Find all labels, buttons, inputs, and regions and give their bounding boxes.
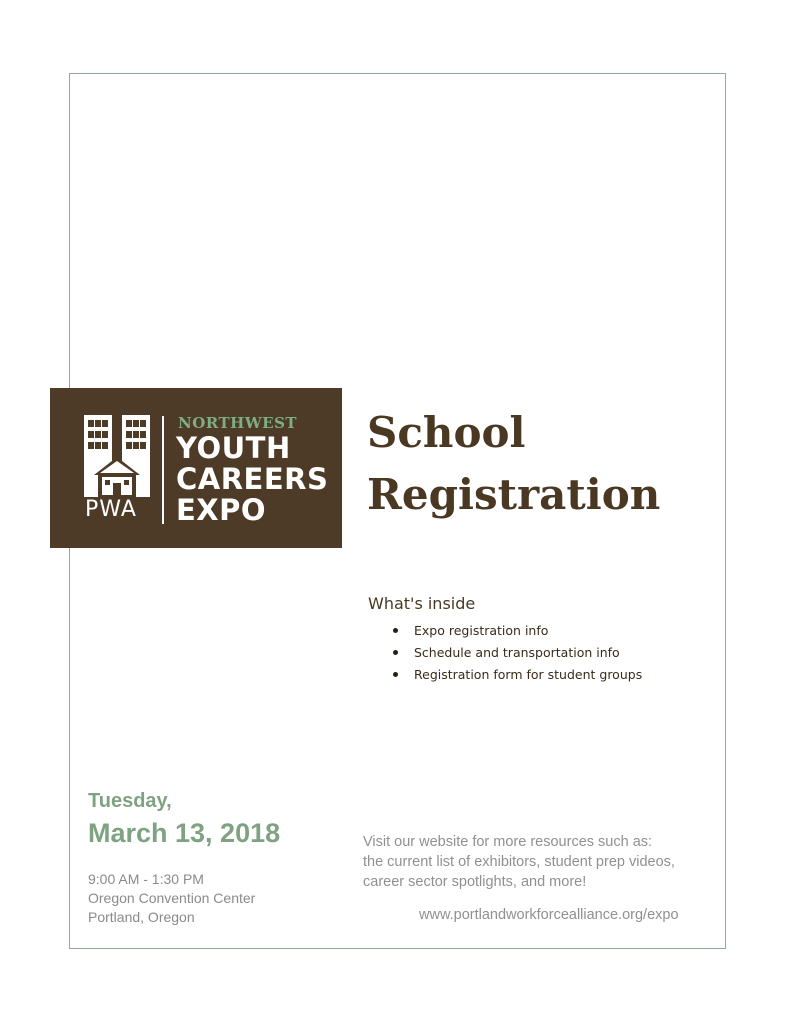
list-item: Schedule and transportation info [390, 644, 642, 666]
promo-line: career sector spotlights, and more! [363, 874, 587, 890]
logo-word-expo: EXPO [176, 493, 267, 527]
page-title [367, 402, 660, 526]
list-item: Registration form for student groups [390, 666, 642, 688]
website-url: www.portlandworkforcealliance.org/expo [419, 907, 679, 923]
whats-inside-list [390, 622, 642, 688]
event-city: Portland, Oregon [88, 909, 195, 925]
website-promo [363, 832, 675, 892]
event-details [88, 870, 255, 927]
event-date: March 13, 2018 [88, 818, 281, 848]
logo-word-careers: CAREERS [176, 462, 329, 496]
logo-word-youth: YOUTH [176, 431, 291, 465]
event-time: 9:00 AM - 1:30 PM [88, 871, 204, 887]
list-item: Expo registration info [390, 622, 642, 644]
logo-divider [162, 416, 164, 524]
whats-inside-heading: What's inside [368, 594, 476, 613]
title-line-1: School [367, 408, 526, 457]
expo-logo [50, 388, 342, 548]
promo-line: the current list of exhibitors, student prep videos, [363, 854, 675, 870]
logo-northwest: NORTHWEST [178, 414, 298, 432]
event-venue: Oregon Convention Center [88, 890, 256, 906]
event-day: Tuesday, [88, 790, 172, 812]
promo-line: Visit our website for more resources such as: [363, 834, 653, 850]
title-line-2: Registration [367, 470, 661, 519]
pwa-logo-text: PWA [85, 497, 137, 522]
building-icon [84, 415, 150, 497]
